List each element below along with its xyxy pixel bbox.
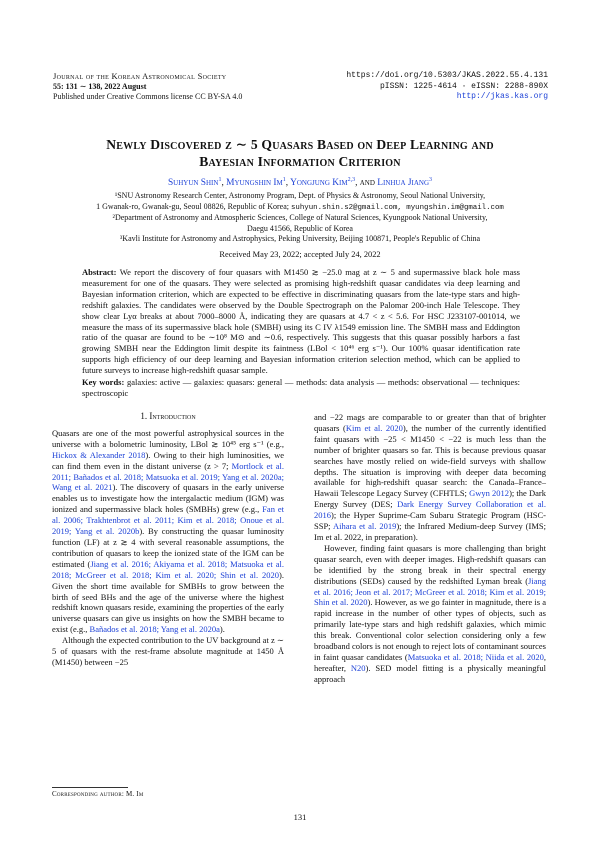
citation-link[interactable]: Gwyn 2012 bbox=[469, 488, 510, 499]
received-dates: Received May 23, 2022; accepted July 24, 2022 bbox=[219, 250, 381, 259]
author-1-sup: 1 bbox=[218, 177, 222, 183]
text-run: ). bbox=[219, 624, 225, 635]
text-run: ). Given the short time available for SMBHs to grow between the birth of seed BHs and the age of the universe where the highest redshift known quasars reside, examining the properties of the early universe quasars can give us insights on how the SMBH became to exist (e.g., bbox=[52, 569, 284, 635]
citation-link[interactable]: Hickox & Alexander 2018 bbox=[52, 449, 146, 460]
text-run: ). Owing to their high luminosities, we can find them even in the distant universe (z > 7; bbox=[52, 449, 284, 471]
keywords bbox=[82, 377, 520, 399]
license-line: Published under Creative Commons license CC BY-SA 4.0 bbox=[53, 92, 243, 101]
text-run: ). However, as we go fainter in magnitude, there is a rapid increase in the number of other types of objects, such as primarily late-type stars and high redshift galaxies, which mimic this break. Conventional color selection considering only a few broadband colors is not enough to reject lots of contaminant sources in faint quasar candidates ( bbox=[314, 597, 546, 662]
citation-link[interactable]: Jiang et al. 2016; Jeon et al. 2017; McGreer et al. 2018; Kim et al. 2019; Shin et al. 2020 bbox=[314, 575, 546, 608]
section-heading-intro: 1. Introduction bbox=[140, 411, 196, 421]
text-run: ), the number of the currently identified faint quasars with −25 < M1450 < −22 is much less than the number of brighter quasars so far. This is because previous quasar searches have mostly relied on wide-field surveys with shallow depths. The situation is improving with deeper data becoming available for high-redshift quasar search: the Canada–France–Hawaii Telescope Legacy Survey (CFHTLS; bbox=[314, 422, 546, 499]
corresponding-author-footnote: Corresponding author: M. Im bbox=[52, 790, 144, 798]
citation-link[interactable]: Matsuoka et al. 2018; Niida et al. 2020 bbox=[407, 651, 544, 662]
keywords-label: Key words: bbox=[82, 377, 125, 387]
citation-link[interactable]: Dark Energy Survey Collaboration et al. 2016 bbox=[314, 499, 546, 521]
author-2-sup: 1 bbox=[282, 177, 286, 183]
author-and: , and bbox=[355, 178, 378, 189]
author-3[interactable]: Yongjung Kim bbox=[290, 178, 348, 189]
title-line-1: Newly Discovered z ∼ 5 Quasars Based on Deep Learning and bbox=[106, 137, 494, 152]
abstract-label: Abstract: bbox=[82, 267, 117, 277]
page-number: 131 bbox=[293, 812, 307, 822]
abstract-text: We report the discovery of four quasars with M1450 ≳ −25.0 mag at z ∼ 5 and supermassive black hole mass measurement for one of the quasars. They were selected as promising high-redshift quasar candidates via deep learning and Bayesian information criterion, which are expected to be effective in discriminating quasars from the late-type stars and high-redshift galaxies. The candidates were observed by the Double Spectrograph on the Palomar 200-inch Hale Telescope. They show clear Lyα breaks at about 7000–8000 Å, indicating they are quasars at 4.7 < z < 5.6. For HSC J233107-001014, we measure the mass of its supermassive black hole (SMBH) using its C IV λ1549 emission line. The SMBH mass and Eddington ratio of the quasar are found to be ∼10⁸ M⊙ and ∼0.6, respectively. This suggests that this quasar possibly harbors a fast growing SMBH near the Eddington limit despite its faintness (LBol < 10⁴⁶ erg s⁻¹). Our 100% quasar identification rate supports high efficiency of our deep learning and Bayesian information criterion selection method, which can be applied to future surveys to increase high-redshift quasar sample. bbox=[82, 267, 520, 376]
right-column bbox=[314, 412, 546, 685]
author-emails[interactable]: suhyun.shin.s2@gmail.com, myungshin.im@gmail.com bbox=[290, 203, 504, 212]
footnote-rule bbox=[52, 787, 128, 788]
affiliation-2-city: Daegu 41566, Republic of Korea bbox=[247, 223, 353, 233]
affiliation-1-address bbox=[70, 202, 530, 214]
affiliation-2: ²Department of Astronomy and Atmospheric Sciences, College of Natural Sciences, Kyungpook National University, bbox=[112, 213, 488, 223]
affiliation-3: ³Kavli Institute for Astronomy and Astrophysics, Peking University, Beijing 100871, People's Republic of China bbox=[119, 234, 481, 244]
citation-link[interactable]: N20 bbox=[350, 662, 366, 673]
text-run: Quasars are one of the most powerful astrophysical sources in the universe with a bolometric luminosity, LBol ≳ 10⁴⁵ erg s⁻¹ (e.g., bbox=[52, 427, 284, 449]
text-run: ); the Infrared Medium-deep Survey (IMS; Im et al. 2022, in preparation). bbox=[314, 521, 546, 542]
text-run: However, finding faint quasars is more challenging than bright quasar search, even with deeper images. High-redshift quasars can be identified by the strong break in their spectral energy distributions (SEDs) caused by the redshifted Lyman break ( bbox=[314, 542, 546, 586]
author-list: Suhyun Shin$^1$, Myungshin Im$^1$, Yongjung Kim$^{2,3}$, and Linhua Jiang$^3$ bbox=[167, 177, 433, 189]
paper-title bbox=[60, 136, 540, 170]
citation-link[interactable]: Mortlock et al. 2011; Bañados et al. 2018; Matsuoka et al. 2019; Yang et al. 2020a; Wang et al. 2021 bbox=[52, 460, 285, 493]
address-text: 1 Gwanak-ro, Gwanak-gu, Seoul 08826, Republic of Korea; bbox=[96, 201, 291, 211]
text-run: and −22 mags are comparable to or greater than that of brighter quasars ( bbox=[314, 412, 546, 433]
intro-paragraph-3 bbox=[314, 543, 546, 685]
doi-link[interactable]: https://doi.org/10.5303/JKAS.2022.55.4.131 bbox=[346, 71, 548, 80]
abstract bbox=[82, 267, 520, 376]
author-3-sup: 2,3 bbox=[347, 177, 356, 183]
text-run: ). The discovery of quasars in the early universe enables us to investigate how the intergalactic medium (IGM) was ionized and supermassive black holes (SMBHs) grew (e.g., bbox=[52, 482, 284, 515]
intro-paragraph-2: Although the expected contribution to the UV background at z ∼ 5 of quasars with the rest-frame absolute magnitude at 1450 Å (M1450) between −25 bbox=[52, 635, 284, 667]
journal-ids bbox=[346, 71, 548, 103]
author-2[interactable]: Myungshin Im bbox=[226, 178, 283, 189]
text-run: ). SED model fitting is a physically meaningful approach bbox=[314, 662, 546, 684]
text-run: ); the Hyper Suprime-Cam Subaru Strategic Program (HSC-SSP; bbox=[314, 510, 546, 532]
title-line-2: Bayesian Information Criterion bbox=[199, 154, 401, 169]
text-run: ); the Dark Energy Survey (DES; bbox=[314, 488, 546, 510]
left-column bbox=[52, 411, 284, 668]
intro-paragraph-2-cont bbox=[314, 412, 546, 543]
text-run: , hereafter, bbox=[314, 651, 547, 673]
keywords-text: galaxies: active — galaxies: quasars: general — methods: data analysis — methods: observational — techniques: spectroscopic bbox=[82, 377, 520, 398]
author-1[interactable]: Suhyun Shin bbox=[167, 178, 219, 189]
citation-link[interactable]: Fan et al. 2006; Trakhtenbrot et al. 2011; Kim et al. 2018; Onoue et al. 2019; Yang et al. 2020b bbox=[52, 504, 285, 537]
journal-site-link[interactable]: http://jkas.kas.org bbox=[456, 92, 548, 101]
text-run: ). By constructing the quasar luminosity function (LF) at z ≳ 4 with several reasonable assumptions, the contribution of quasars to keep the ionized state of the IGM can be estimated ( bbox=[52, 526, 285, 569]
journal-header bbox=[53, 71, 242, 103]
citation-link[interactable]: Kim et al. 2020 bbox=[345, 422, 403, 433]
author-4[interactable]: Linhua Jiang bbox=[377, 178, 430, 189]
volume-line: 55: 131 ∼ 138, 2022 August bbox=[53, 81, 147, 91]
citation-link[interactable]: Bañados et al. 2018; Yang et al. 2020a bbox=[89, 624, 220, 635]
intro-paragraph-1 bbox=[52, 428, 284, 635]
journal-name: Journal of the Korean Astronomical Society bbox=[53, 71, 227, 81]
author-4-sup: 3 bbox=[429, 177, 433, 183]
affiliations bbox=[70, 191, 530, 245]
citation-link[interactable]: Aihara et al. 2019 bbox=[333, 521, 397, 532]
affiliation-1: ¹SNU Astronomy Research Center, Astronomy Program, Dept. of Physics & Astronomy, Seoul National University, bbox=[114, 191, 486, 200]
issn-line: pISSN: 1225-4614 · eISSN: 2288-890X bbox=[379, 81, 548, 91]
citation-link[interactable]: Jiang et al. 2016; Akiyama et al. 2018; Matsuoka et al. 2018; McGreer et al. 2018; Kim et al. 2020; Shin et al. 2020 bbox=[52, 558, 285, 580]
